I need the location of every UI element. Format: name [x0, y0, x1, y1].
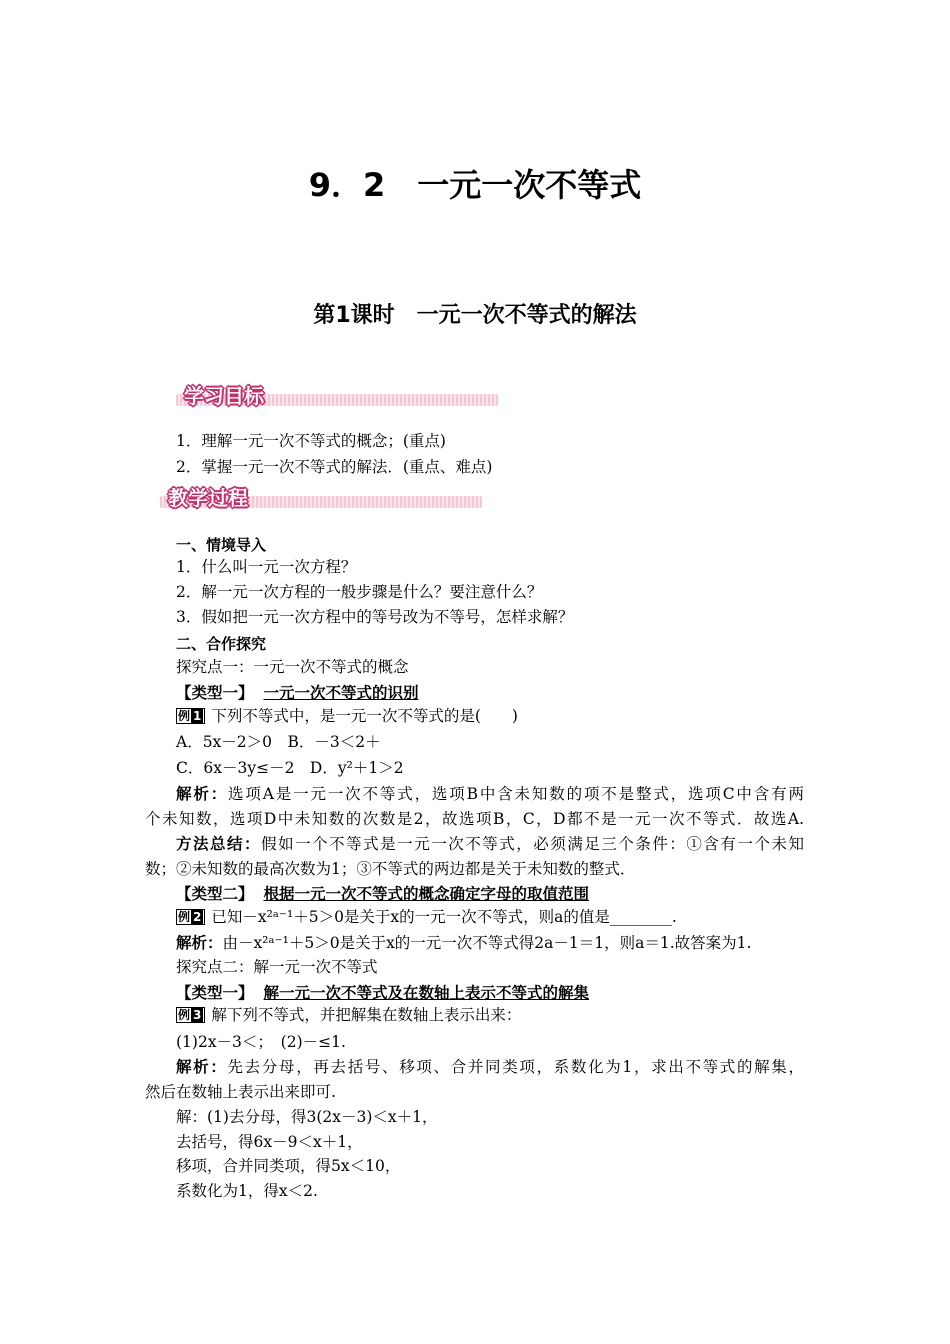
goal-item: 2．掌握一元一次不等式的解法．(重点、难点)	[176, 458, 493, 476]
process-banner	[160, 482, 482, 510]
example-question: 例 3 解下列不等式，并把解集在数轴上表示出来：	[178, 1006, 522, 1024]
type-heading	[176, 982, 589, 1004]
type-title: 一元一次不等式的识别	[263, 684, 419, 702]
example-question: 例 1 下列不等式中，是一元一次不等式的是( )	[178, 707, 518, 725]
section-heading: 一、情境导入	[176, 536, 267, 554]
type-heading	[176, 682, 419, 704]
page-title: 9．2 一元一次不等式	[308, 166, 642, 204]
process-banner-label: 教学过程	[168, 486, 248, 510]
solution-line: 解析：由－x²ᵃ⁻¹＋5＞0是关于x的一元一次不等式得2a－1＝1，则a＝1.故答案为1.	[176, 934, 752, 952]
intro-question: 1．什么叫一元一次方程？	[176, 558, 357, 576]
explore-point: 探究点二：解一元一次不等式	[176, 958, 378, 976]
intro-question: 3．假如把一元一次方程中的等号改为不等号，怎样求解？	[176, 608, 574, 626]
solution-line: 然后在数轴上表示出来即可.	[145, 1083, 336, 1101]
solution-line: 解析：选项A是一元一次不等式，选项B中含未知数的项不是整式，选项C中含有两	[176, 785, 804, 803]
type-title: 解一元一次不等式及在数轴上表示不等式的解集	[263, 984, 590, 1002]
type-tag: 【类型一】	[176, 984, 254, 1002]
goals-banner-label: 学习目标	[184, 384, 264, 408]
solution-step: 系数化为1，得x＜2.	[176, 1182, 318, 1200]
section-heading: 二、合作探究	[176, 635, 267, 653]
example-badge: 例 1	[176, 708, 205, 724]
intro-question: 2．解一元一次方程的一般步骤是什么？要注意什么？	[176, 583, 543, 601]
method-summary: 数；②未知数的最高次数为1；③不等式的两边都是关于未知数的整式．	[145, 860, 636, 878]
solution-step: 移项，合并同类项，得5x＜10，	[176, 1157, 401, 1175]
method-summary: 方法总结：假如一个不等式是一元一次不等式，必须满足三个条件：①含有一个未知	[176, 835, 804, 853]
example-badge: 例 2	[176, 909, 205, 925]
solution-step: 解：(1)去分母，得3(2x－3)＜x＋1，	[176, 1108, 438, 1126]
example-badge: 例 3	[176, 1007, 205, 1023]
example-options: C．6x－3y≤－2 D．y²＋1＞2	[176, 759, 404, 777]
lesson-subtitle: 第1课时 一元一次不等式的解法	[313, 303, 637, 328]
example-question: 例 2 已知－x²ᵃ⁻¹＋5＞0是关于x的一元一次不等式，则a的值是________.	[178, 908, 677, 926]
solution-line: 个未知数，选项D中未知数的次数是2，故选项B，C，D都不是一元一次不等式．故选A.	[145, 810, 804, 828]
example-parts: (1)2x－3＜； (2)－≤1.	[176, 1033, 346, 1051]
solution-line: 解析：先去分母，再去括号、移项、合并同类项，系数化为1，求出不等式的解集，	[176, 1058, 804, 1076]
type-tag: 【类型二】	[176, 885, 254, 903]
type-heading	[176, 883, 589, 905]
solution-step: 去括号，得6x－9＜x＋1，	[176, 1133, 363, 1151]
type-tag: 【类型一】	[176, 684, 254, 702]
explore-point: 探究点一：一元一次不等式的概念	[176, 658, 409, 676]
type-title: 根据一元一次不等式的概念确定字母的取值范围	[263, 885, 590, 903]
goals-banner	[176, 380, 498, 408]
goal-item: 1．理解一元一次不等式的概念；(重点)	[176, 432, 446, 450]
example-options: A．5x－2＞0 B．－3＜2＋	[176, 733, 381, 751]
